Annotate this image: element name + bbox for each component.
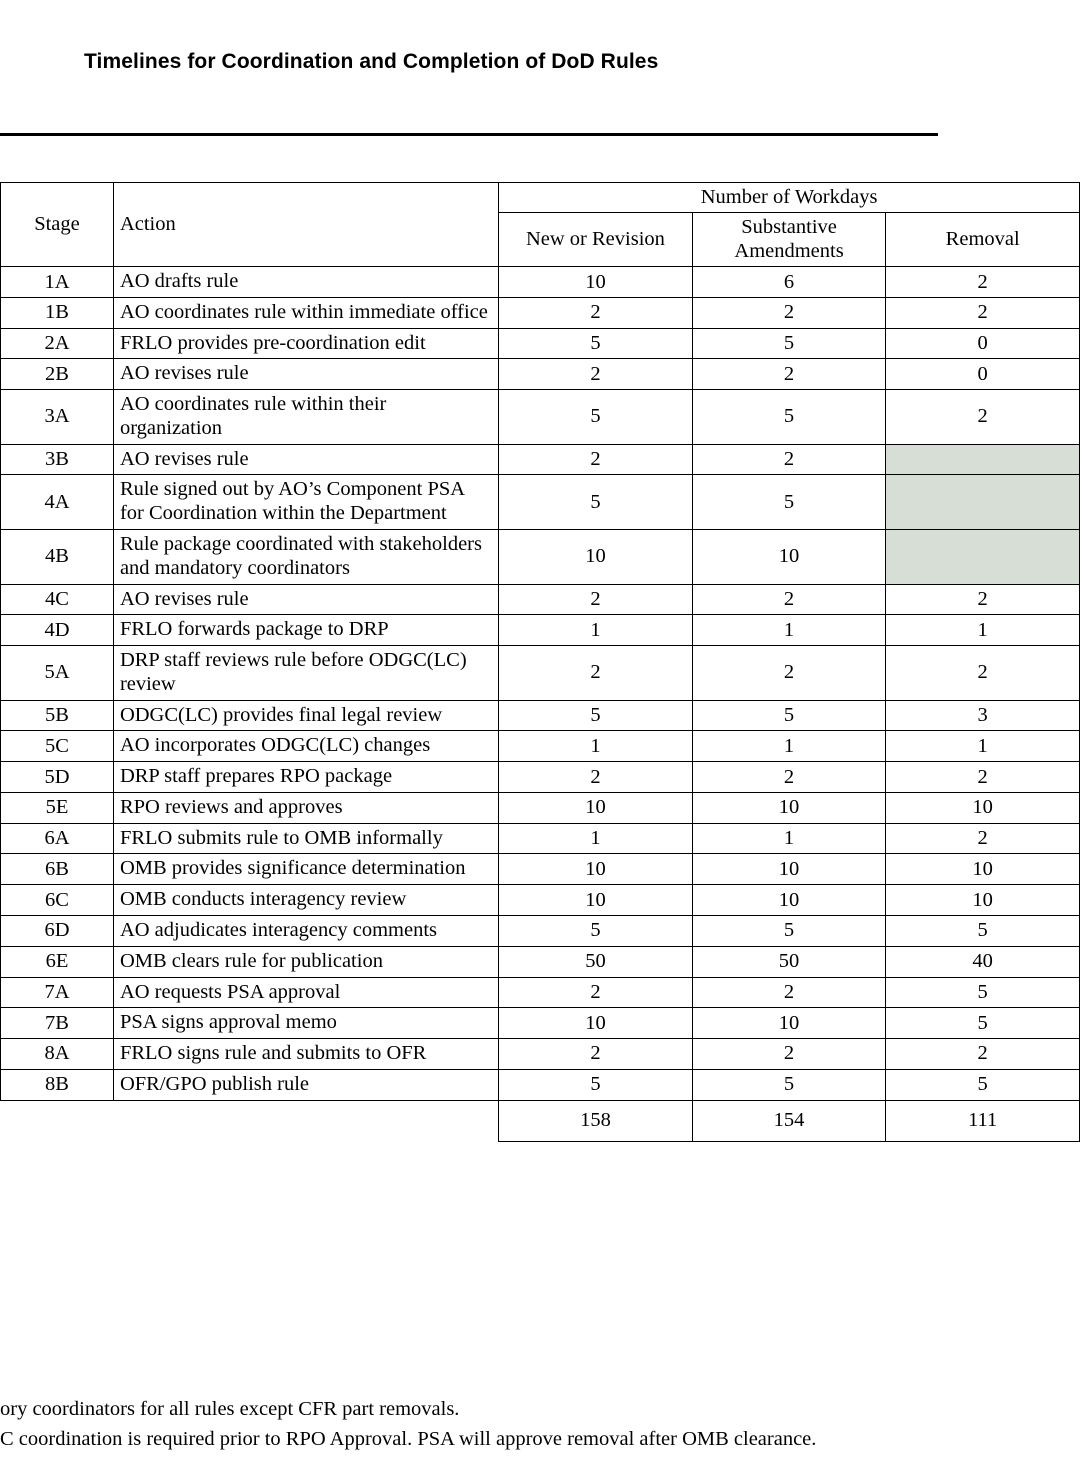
cell-total-blank-action [113, 1100, 498, 1141]
cell-new-or-revision: 2 [499, 297, 693, 328]
cell-new-or-revision: 5 [499, 475, 693, 530]
cell-removal: 1 [886, 615, 1080, 646]
cell-removal: 3 [886, 700, 1080, 731]
cell-stage: 5A [1, 646, 114, 701]
cell-total-new-or-revision: 158 [499, 1100, 693, 1141]
table-row [1, 762, 1080, 793]
cell-stage: 7A [1, 977, 114, 1008]
table-row [1, 584, 1080, 615]
cell-stage: 6E [1, 946, 114, 977]
cell-substantive-amendments: 6 [692, 267, 886, 298]
cell-removal: 5 [886, 915, 1080, 946]
cell-stage: 5D [1, 762, 114, 793]
cell-action: AO revises rule [113, 584, 498, 615]
table-row [1, 615, 1080, 646]
cell-stage: 3A [1, 390, 114, 445]
cell-removal: 2 [886, 762, 1080, 793]
cell-removal: 10 [886, 854, 1080, 885]
cell-stage: 3B [1, 444, 114, 475]
cell-stage: 4C [1, 584, 114, 615]
table-row [1, 977, 1080, 1008]
cell-removal: 5 [886, 977, 1080, 1008]
cell-stage: 5C [1, 731, 114, 762]
cell-total-blank-stage [1, 1100, 114, 1141]
cell-action: DRP staff reviews rule before ODGC(LC) review [113, 646, 498, 701]
cell-substantive-amendments: 2 [692, 1039, 886, 1070]
cell-substantive-amendments: 10 [692, 1008, 886, 1039]
cell-substantive-amendments: 2 [692, 977, 886, 1008]
cell-new-or-revision: 10 [499, 792, 693, 823]
header-action: Action [113, 183, 498, 267]
cell-stage: 7B [1, 1008, 114, 1039]
cell-removal: 0 [886, 328, 1080, 359]
cell-action: AO drafts rule [113, 267, 498, 298]
header-new-or-revision: New or Revision [499, 213, 693, 267]
cell-substantive-amendments: 5 [692, 915, 886, 946]
cell-action: PSA signs approval memo [113, 1008, 498, 1039]
cell-stage: 1A [1, 267, 114, 298]
table-row [1, 854, 1080, 885]
horizontal-divider [0, 133, 938, 136]
cell-action: FRLO forwards package to DRP [113, 615, 498, 646]
cell-action: RPO reviews and approves [113, 792, 498, 823]
cell-substantive-amendments: 10 [692, 854, 886, 885]
cell-new-or-revision: 2 [499, 359, 693, 390]
table-row [1, 1039, 1080, 1070]
cell-new-or-revision: 5 [499, 915, 693, 946]
cell-stage: 4D [1, 615, 114, 646]
cell-stage: 1B [1, 297, 114, 328]
header-number-of-workdays: Number of Workdays [499, 183, 1080, 213]
cell-action: ODGC(LC) provides final legal review [113, 700, 498, 731]
cell-removal: 2 [886, 1039, 1080, 1070]
cell-action: FRLO provides pre-coordination edit [113, 328, 498, 359]
cell-substantive-amendments: 1 [692, 823, 886, 854]
cell-total-substantive-amendments: 154 [692, 1100, 886, 1141]
cell-removal: 2 [886, 584, 1080, 615]
cell-new-or-revision: 5 [499, 390, 693, 445]
cell-total-removal: 111 [886, 1100, 1080, 1141]
footnotes [0, 1395, 1020, 1454]
cell-removal: 2 [886, 646, 1080, 701]
cell-removal: 10 [886, 885, 1080, 916]
cell-action: FRLO submits rule to OMB informally [113, 823, 498, 854]
header-removal: Removal [886, 213, 1080, 267]
cell-new-or-revision: 10 [499, 530, 693, 585]
cell-new-or-revision: 1 [499, 615, 693, 646]
cell-stage: 2B [1, 359, 114, 390]
cell-removal: 0 [886, 359, 1080, 390]
cell-stage: 4A [1, 475, 114, 530]
cell-action: FRLO signs rule and submits to OFR [113, 1039, 498, 1070]
cell-substantive-amendments: 1 [692, 731, 886, 762]
cell-new-or-revision: 2 [499, 646, 693, 701]
cell-action: AO adjudicates interagency comments [113, 915, 498, 946]
cell-new-or-revision: 10 [499, 267, 693, 298]
cell-substantive-amendments: 10 [692, 885, 886, 916]
cell-stage: 2A [1, 328, 114, 359]
table-row [1, 792, 1080, 823]
cell-substantive-amendments: 5 [692, 1069, 886, 1100]
cell-stage: 6D [1, 915, 114, 946]
cell-action: DRP staff prepares RPO package [113, 762, 498, 793]
cell-new-or-revision: 10 [499, 1008, 693, 1039]
table-row [1, 267, 1080, 298]
cell-substantive-amendments: 10 [692, 530, 886, 585]
cell-stage: 5B [1, 700, 114, 731]
table-row [1, 444, 1080, 475]
table-row [1, 946, 1080, 977]
cell-substantive-amendments: 5 [692, 328, 886, 359]
cell-action: OFR/GPO publish rule [113, 1069, 498, 1100]
cell-action: AO incorporates ODGC(LC) changes [113, 731, 498, 762]
table-header-row-group [1, 183, 1080, 213]
table-row [1, 885, 1080, 916]
cell-action: AO requests PSA approval [113, 977, 498, 1008]
cell-stage: 6C [1, 885, 114, 916]
cell-removal: 40 [886, 946, 1080, 977]
cell-removal: 2 [886, 823, 1080, 854]
cell-stage: 4B [1, 530, 114, 585]
table-row [1, 359, 1080, 390]
cell-removal [886, 530, 1080, 585]
table-row [1, 475, 1080, 530]
cell-substantive-amendments: 5 [692, 390, 886, 445]
cell-action: Rule package coordinated with stakeholders and mandatory coordinators [113, 530, 498, 585]
table-row [1, 328, 1080, 359]
header-substantive-amendments: Substantive Amendments [692, 213, 886, 267]
cell-action: OMB conducts interagency review [113, 885, 498, 916]
cell-substantive-amendments: 2 [692, 297, 886, 328]
cell-new-or-revision: 10 [499, 854, 693, 885]
cell-substantive-amendments: 2 [692, 359, 886, 390]
cell-substantive-amendments: 50 [692, 946, 886, 977]
cell-new-or-revision: 2 [499, 977, 693, 1008]
cell-new-or-revision: 5 [499, 700, 693, 731]
cell-new-or-revision: 5 [499, 1069, 693, 1100]
table-row [1, 1069, 1080, 1100]
header-stage: Stage [1, 183, 114, 267]
cell-new-or-revision: 1 [499, 731, 693, 762]
table-row [1, 646, 1080, 701]
table-row [1, 915, 1080, 946]
table-row [1, 297, 1080, 328]
cell-removal: 2 [886, 390, 1080, 445]
table-row [1, 823, 1080, 854]
cell-removal: 5 [886, 1069, 1080, 1100]
cell-substantive-amendments: 2 [692, 762, 886, 793]
table-row [1, 390, 1080, 445]
cell-stage: 8A [1, 1039, 114, 1070]
cell-action: OMB clears rule for publication [113, 946, 498, 977]
cell-stage: 5E [1, 792, 114, 823]
cell-action: AO revises rule [113, 444, 498, 475]
cell-action: AO coordinates rule within their organization [113, 390, 498, 445]
cell-substantive-amendments: 2 [692, 646, 886, 701]
timelines-table-container [0, 182, 1080, 1142]
cell-new-or-revision: 5 [499, 328, 693, 359]
cell-substantive-amendments: 2 [692, 584, 886, 615]
cell-action: AO coordinates rule within immediate office [113, 297, 498, 328]
cell-substantive-amendments: 5 [692, 475, 886, 530]
footnote-2: C coordination is required prior to RPO Approval. PSA will approve removal after OMB clearance. [0, 1427, 817, 1450]
cell-action: OMB provides significance determination [113, 854, 498, 885]
cell-new-or-revision: 2 [499, 1039, 693, 1070]
table-total-row [1, 1100, 1080, 1141]
cell-removal: 10 [886, 792, 1080, 823]
table-row [1, 731, 1080, 762]
cell-new-or-revision: 2 [499, 762, 693, 793]
cell-new-or-revision: 10 [499, 885, 693, 916]
cell-action: AO revises rule [113, 359, 498, 390]
cell-new-or-revision: 50 [499, 946, 693, 977]
page-title: Timelines for Coordination and Completion of DoD Rules [84, 50, 659, 73]
cell-new-or-revision: 1 [499, 823, 693, 854]
cell-action: Rule signed out by AO’s Component PSA for Coordination within the Department [113, 475, 498, 530]
cell-substantive-amendments: 10 [692, 792, 886, 823]
table-row [1, 530, 1080, 585]
timelines-table [0, 182, 1080, 1142]
table-row [1, 700, 1080, 731]
cell-removal [886, 444, 1080, 475]
table-row [1, 1008, 1080, 1039]
cell-removal: 1 [886, 731, 1080, 762]
cell-removal: 5 [886, 1008, 1080, 1039]
cell-removal: 2 [886, 297, 1080, 328]
cell-substantive-amendments: 1 [692, 615, 886, 646]
cell-new-or-revision: 2 [499, 444, 693, 475]
footnote-1: ory coordinators for all rules except CFR part removals. [0, 1398, 460, 1420]
cell-stage: 8B [1, 1069, 114, 1100]
cell-removal [886, 475, 1080, 530]
cell-new-or-revision: 2 [499, 584, 693, 615]
cell-removal: 2 [886, 267, 1080, 298]
cell-substantive-amendments: 2 [692, 444, 886, 475]
cell-stage: 6B [1, 854, 114, 885]
cell-stage: 6A [1, 823, 114, 854]
cell-substantive-amendments: 5 [692, 700, 886, 731]
